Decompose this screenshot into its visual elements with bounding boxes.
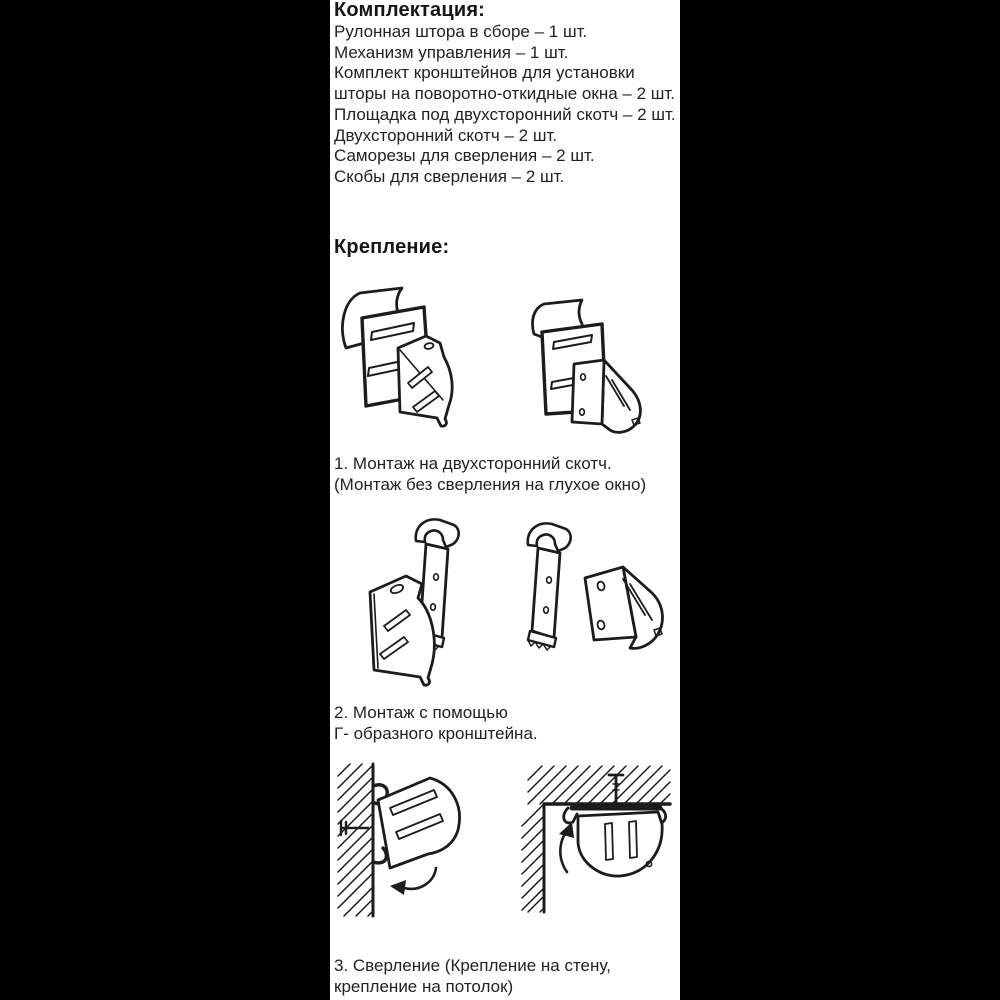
component-list (334, 22, 676, 188)
caption-line: крепление на потолок) (334, 976, 514, 996)
caption-line: 3. Сверление (Крепление на стену, (334, 956, 611, 975)
drawing-frame-bracket-angled-view (342, 288, 452, 426)
component-list-line: Механизм управления – 1 шт. (334, 42, 569, 62)
caption-line: (Монтаж без сверления на глухое окно) (334, 474, 647, 494)
bracket-plate (572, 360, 604, 424)
wall-hatch (522, 804, 544, 912)
illustration-tape-mounting (330, 280, 680, 452)
clip-bottom (373, 848, 386, 863)
component-list-line: Рулонная штора в сборе – 1 шт. (334, 22, 588, 41)
caption-line: 2. Монтаж с помощью (334, 703, 508, 722)
wall-hatch (338, 764, 373, 916)
step-caption-2 (334, 703, 538, 745)
arrowhead (559, 822, 574, 838)
instruction-sheet (330, 0, 680, 1000)
left-letterbox-bar (0, 0, 330, 1000)
hook-strap (532, 548, 560, 638)
illustration-drilled-mounting (330, 760, 680, 950)
step-caption-1 (334, 454, 646, 496)
corner-bracket (398, 336, 452, 426)
component-list-line: шторы на поворотно-откидные окна – 2 шт. (334, 84, 676, 104)
drawing-frame-bracket-side-view (532, 300, 640, 432)
caption-line: 1. Монтаж на двухсторонний скотч. (334, 454, 612, 473)
section-heading-kreplenie: Крепление: (334, 236, 450, 258)
caption-line: Г- образного кронштейна. (334, 723, 538, 743)
component-list-line: Двухсторонний скотч – 2 шт. (334, 125, 558, 145)
drawing-wall-mount (338, 764, 460, 916)
right-letterbox-bar (680, 0, 1000, 1000)
step-caption-3 (334, 956, 611, 998)
drawing-hook-with-side-bracket (528, 523, 663, 650)
screw-icon (609, 775, 623, 802)
component-list-line: Саморезы для сверления – 2 шт. (334, 146, 595, 166)
section-heading-komplekt: Комплектация: (334, 0, 486, 21)
component-list-line: Комплект кронштейнов для установки (334, 63, 635, 83)
arrowhead (390, 880, 406, 895)
component-list-line: Скобы для сверления – 2 шт. (334, 166, 565, 186)
hook-top (528, 523, 571, 551)
component-list-line: Площадка под двухсторонний скотч – 2 шт. (334, 104, 676, 124)
drawing-ceiling-mount (522, 766, 670, 912)
illustration-l-bracket-mounting (330, 510, 680, 705)
drawing-hook-with-corner-bracket (370, 519, 459, 685)
ceiling-hatch (528, 766, 670, 804)
hook-top (416, 519, 459, 547)
rotation-arrow (404, 868, 436, 889)
rotation-arrow (560, 830, 568, 872)
